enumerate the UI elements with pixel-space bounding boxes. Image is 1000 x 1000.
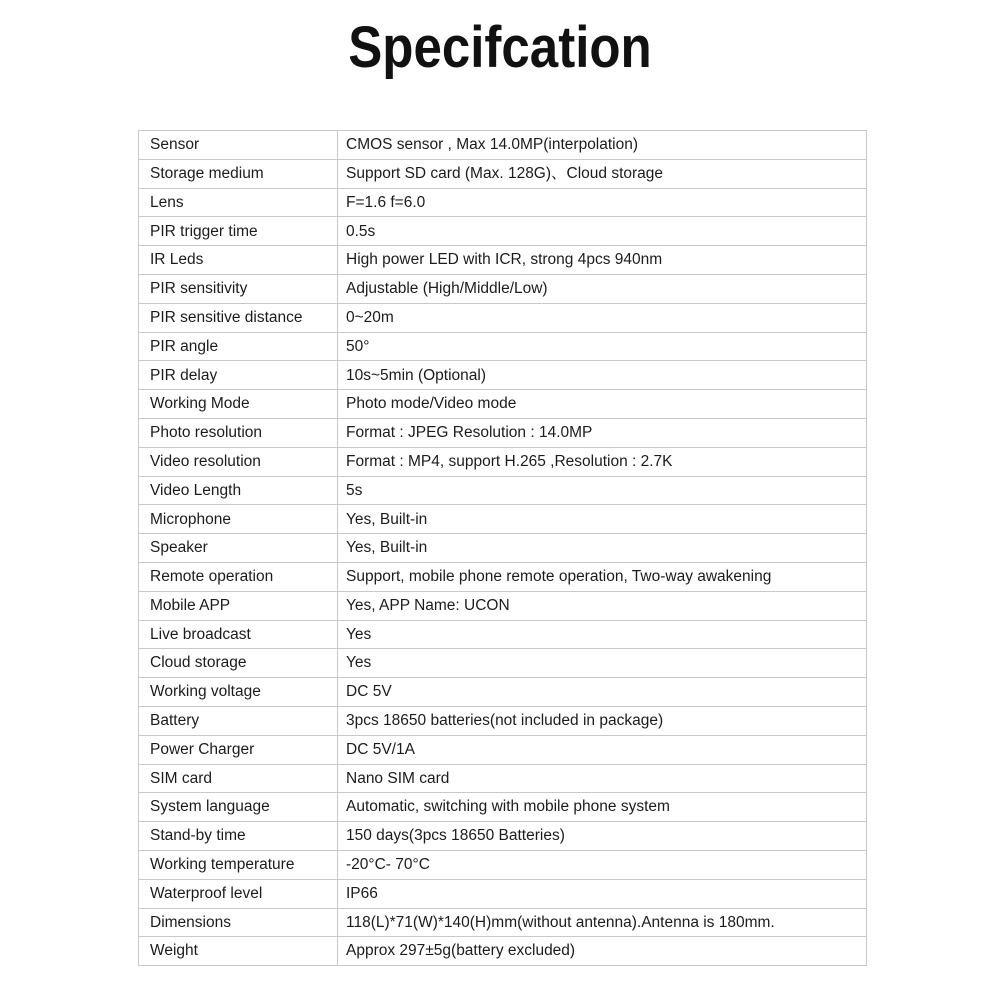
spec-label: IR Leds xyxy=(139,246,338,275)
spec-value: 50° xyxy=(338,332,867,361)
table-row xyxy=(139,534,867,563)
spec-label: System language xyxy=(139,793,338,822)
spec-value: Format : JPEG Resolution : 14.0MP xyxy=(338,418,867,447)
spec-label: Weight xyxy=(139,937,338,966)
spec-value: CMOS sensor , Max 14.0MP(interpolation) xyxy=(338,131,867,160)
spec-label: PIR trigger time xyxy=(139,217,338,246)
spec-label: Storage medium xyxy=(139,159,338,188)
spec-label: Stand-by time xyxy=(139,822,338,851)
spec-value: Yes, Built-in xyxy=(338,505,867,534)
table-row xyxy=(139,159,867,188)
spec-value: 150 days(3pcs 18650 Batteries) xyxy=(338,822,867,851)
table-row xyxy=(139,591,867,620)
spec-label: Microphone xyxy=(139,505,338,534)
spec-label: Sensor xyxy=(139,131,338,160)
spec-label: Working temperature xyxy=(139,850,338,879)
spec-label: Speaker xyxy=(139,534,338,563)
spec-label: PIR delay xyxy=(139,361,338,390)
spec-value: Photo mode/Video mode xyxy=(338,390,867,419)
table-row xyxy=(139,678,867,707)
table-row xyxy=(139,735,867,764)
spec-value: Yes xyxy=(338,649,867,678)
spec-value: Yes, APP Name: UCON xyxy=(338,591,867,620)
table-row xyxy=(139,361,867,390)
table-row xyxy=(139,274,867,303)
table-row xyxy=(139,303,867,332)
spec-label: Photo resolution xyxy=(139,418,338,447)
table-row xyxy=(139,706,867,735)
spec-label: Video resolution xyxy=(139,447,338,476)
spec-label: Lens xyxy=(139,188,338,217)
spec-value: IP66 xyxy=(338,879,867,908)
spec-label: Remote operation xyxy=(139,562,338,591)
spec-label: Power Charger xyxy=(139,735,338,764)
spec-label: Live broadcast xyxy=(139,620,338,649)
table-row xyxy=(139,649,867,678)
spec-label: Mobile APP xyxy=(139,591,338,620)
table-row xyxy=(139,822,867,851)
table-row xyxy=(139,447,867,476)
spec-label: Battery xyxy=(139,706,338,735)
spec-label: Working Mode xyxy=(139,390,338,419)
spec-label: PIR sensitive distance xyxy=(139,303,338,332)
spec-label: PIR sensitivity xyxy=(139,274,338,303)
table-row xyxy=(139,937,867,966)
table-row xyxy=(139,764,867,793)
spec-value: High power LED with ICR, strong 4pcs 940nm xyxy=(338,246,867,275)
spec-value: F=1.6 f=6.0 xyxy=(338,188,867,217)
spec-label: Dimensions xyxy=(139,908,338,937)
spec-value: Support SD card (Max. 128G)、Cloud storage xyxy=(338,159,867,188)
spec-value: 3pcs 18650 batteries(not included in package) xyxy=(338,706,867,735)
spec-label: Working voltage xyxy=(139,678,338,707)
spec-label: Video Length xyxy=(139,476,338,505)
spec-value: DC 5V xyxy=(338,678,867,707)
table-row xyxy=(139,620,867,649)
spec-table-body xyxy=(139,131,867,966)
table-row xyxy=(139,418,867,447)
table-row xyxy=(139,793,867,822)
spec-table xyxy=(138,130,867,966)
table-row xyxy=(139,131,867,160)
table-row xyxy=(139,217,867,246)
table-row xyxy=(139,332,867,361)
spec-value: Automatic, switching with mobile phone system xyxy=(338,793,867,822)
spec-value: Adjustable (High/Middle/Low) xyxy=(338,274,867,303)
page-title: Specifcation xyxy=(348,15,652,80)
spec-value: 10s~5min (Optional) xyxy=(338,361,867,390)
spec-value: 0.5s xyxy=(338,217,867,246)
spec-value: Format : MP4, support H.265 ,Resolution : 2.7K xyxy=(338,447,867,476)
spec-label: PIR angle xyxy=(139,332,338,361)
table-row xyxy=(139,879,867,908)
spec-value: Support, mobile phone remote operation, Two-way awakening xyxy=(338,562,867,591)
table-row xyxy=(139,476,867,505)
table-row xyxy=(139,246,867,275)
spec-label: SIM card xyxy=(139,764,338,793)
table-row xyxy=(139,908,867,937)
spec-value: 0~20m xyxy=(338,303,867,332)
spec-value: -20°C- 70°C xyxy=(338,850,867,879)
spec-value: 118(L)*71(W)*140(H)mm(without antenna).Antenna is 180mm. xyxy=(338,908,867,937)
spec-value: 5s xyxy=(338,476,867,505)
spec-label: Cloud storage xyxy=(139,649,338,678)
spec-value: DC 5V/1A xyxy=(338,735,867,764)
spec-value: Approx 297±5g(battery excluded) xyxy=(338,937,867,966)
table-row xyxy=(139,505,867,534)
spec-value: Yes xyxy=(338,620,867,649)
table-row xyxy=(139,188,867,217)
spec-value: Yes, Built-in xyxy=(338,534,867,563)
table-row xyxy=(139,390,867,419)
spec-value: Nano SIM card xyxy=(338,764,867,793)
spec-label: Waterproof level xyxy=(139,879,338,908)
table-row xyxy=(139,562,867,591)
table-row xyxy=(139,850,867,879)
